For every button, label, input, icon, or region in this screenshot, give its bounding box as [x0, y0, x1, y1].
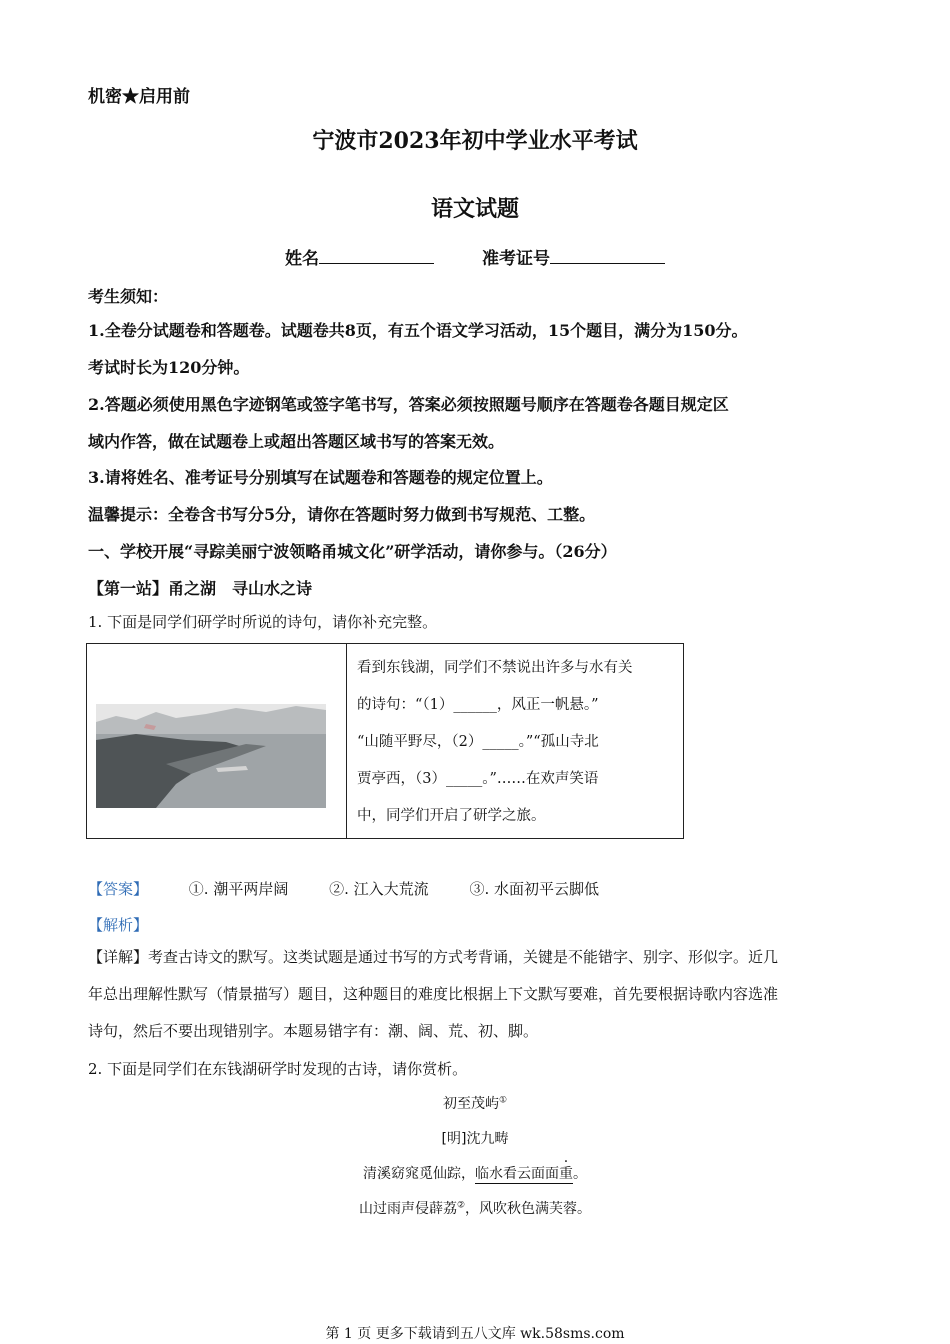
detail-paragraph	[88, 939, 868, 1050]
analysis-label: 【解析】	[88, 916, 149, 934]
question-2: 2. 下面是同学们在东钱湖研学时发现的古诗，请你赏析。	[88, 1060, 468, 1078]
id-label: 准考证号	[482, 249, 550, 269]
notice-line-1b: 考试时长为120分钟。	[88, 358, 250, 377]
notice-line-3: 3.请将姓名、准考证号分别填写在试题卷和答题卷的规定位置上。	[88, 468, 553, 487]
exam-subtitle: 语文试题	[430, 196, 519, 222]
notice-tip: 温馨提示：全卷含书写分5分，请你在答题时努力做到书写规范、工整。	[88, 505, 596, 524]
notice-line-2b: 域内作答，做在试题卷上或超出答题区域书写的答案无效。	[88, 432, 505, 451]
question-1: 1. 下面是同学们研学时所说的诗句，请你补充完整。	[88, 613, 438, 631]
poem-line-1: 清溪窈窕觅仙踪，临水看云面面重。	[363, 1166, 587, 1182]
box-line: 中，同学们开启了研学之旅。	[357, 808, 546, 824]
name-blank	[319, 245, 434, 264]
poem-line-2: 山过雨声侵薜荔②，风吹秋色满芙蓉。	[358, 1200, 592, 1217]
detail-line: 诗句，然后不要出现错别字。本题易错字有：潮、阔、荒、初、脚。	[88, 1022, 539, 1040]
name-label: 姓名	[285, 249, 319, 269]
answer-label: 【答案】	[88, 880, 149, 898]
notice-line-2a: 2.答题必须使用黑色字迹钢笔或签字笔书写，答案必须按照题号顺序在答题卷各题目规定区	[88, 395, 729, 414]
confidential-label: 机密★启用前	[88, 87, 190, 107]
answer-row	[88, 878, 599, 899]
lake-photo	[96, 704, 326, 808]
box-line: “山随平野尽，（2）_____。”“孤山寺北	[357, 734, 599, 750]
question-1-table	[86, 643, 684, 839]
page-footer: 第 1 页 更多下载请到五八文库 wk.58sms.com	[325, 1326, 625, 1342]
box-line: 看到东钱湖，同学们不禁说出许多与水有关	[357, 660, 633, 676]
detail-line: 年总出理解性默写（情景描写）题目，这种题目的难度比根据上下文默写要难，首先要根据诗歌内容选准	[88, 985, 779, 1003]
box-line: 的诗句：“（1）______，风正一帆悬。”	[357, 697, 599, 713]
notice-line-1a: 1.全卷分试题卷和答题卷。试题卷共8页，有五个语文学习活动，15个题目，满分为150分。	[88, 321, 748, 340]
candidate-info-row	[0, 244, 950, 269]
exam-title: 宁波市2023年初中学业水平考试	[312, 128, 638, 154]
id-blank	[550, 245, 665, 264]
station-heading: 【第一站】甬之湖 寻山水之诗	[88, 579, 313, 598]
answer-item: ③. 水面初平云脚低	[469, 880, 599, 898]
poem-title: 初至茂屿①	[442, 1095, 508, 1112]
section-heading: 一、学校开展“寻踪美丽宁波领略甬城文化”研学活动，请你参与。（26分）	[88, 542, 617, 561]
notice-heading: 考生须知：	[88, 287, 169, 306]
poem-author: [明]沈九畴	[441, 1131, 509, 1147]
detail-line: 【详解】考查古诗文的默写。这类试题是通过书写的方式考背诵，关键是不能错字、别字、形似字。近几	[88, 948, 779, 966]
question-1-box-text	[357, 650, 677, 835]
answer-item: ①. 潮平两岸阔	[188, 880, 289, 898]
box-line: 贾亭西，（3）_____。”……在欢声笑语	[357, 771, 599, 787]
answer-item: ②. 江入大荒流	[329, 880, 429, 898]
